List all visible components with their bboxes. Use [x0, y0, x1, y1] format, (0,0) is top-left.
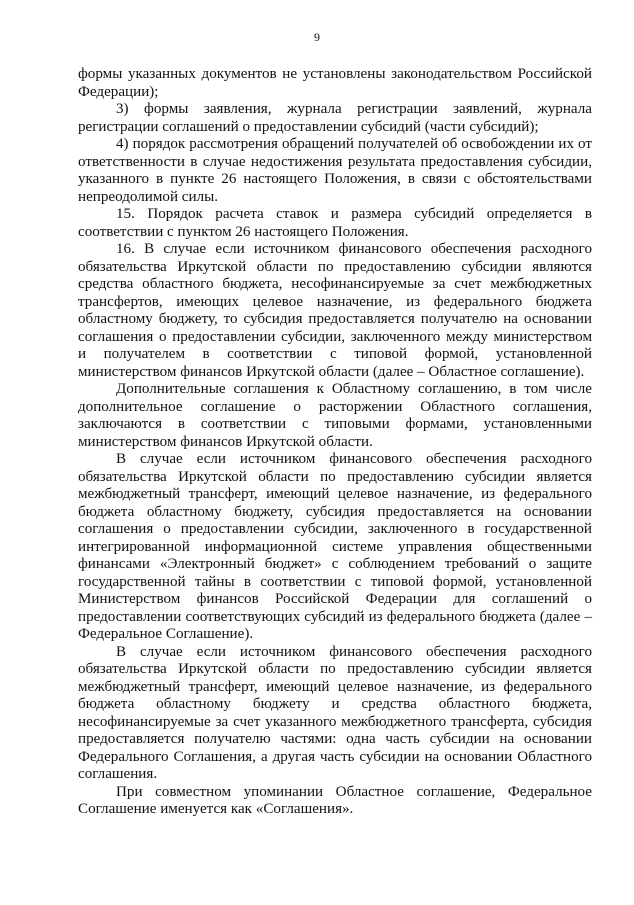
paragraph: При совместном упоминании Областное соглашение, Федеральное Соглашение именуется как «Соглашения». [78, 783, 592, 817]
page-number: 9 [314, 30, 320, 44]
paragraph: 3) формы заявления, журнала регистрации заявлений, журнала регистрации соглашений о предоставлении субсидий (части субсидий); [78, 101, 592, 135]
paragraph: 16. В случае если источником финансового обеспечения расходного обязательства Иркутской области по предоставлению субсидии являются средства областного бюджета, несофинансируемые за счет межбюджетных трансфертов, имеющих целевое назначение, из федерального бюджета областному бюджету, то субсидия предоставляется получателю на основании соглашения о предоставлении субсидии, заключенного между министерством и получателем в соответствии с типовой формой, установленной министерством финансов Иркутской области (далее – Областное соглашение). [78, 241, 592, 380]
paragraph: Дополнительные соглашения к Областному соглашению, в том числе дополнительное соглашение о расторжении Областного соглашения, заключаются в соответствии с типовыми формами, установленными министерством финансов Иркутской области. [78, 381, 592, 450]
paragraph: 15. Порядок расчета ставок и размера субсидий определяется в соответствии с пунктом 26 настоящего Положения. [78, 206, 592, 240]
document-body [78, 66, 592, 819]
paragraph: 4) порядок рассмотрения обращений получателей об освобождении их от ответственности в случае недостижения результата предоставления субсидии, указанного в пункте 26 настоящего Положения, в связи с обстоятельствами непреодолимой силы. [78, 136, 592, 205]
paragraph: В случае если источником финансового обеспечения расходного обязательства Иркутской области по предоставлению субсидии является межбюджетный трансферт, имеющий целевое назначение, из федерального бюджета областному бюджету, субсидия предоставляется на основании соглашения о предоставлении субсидии, заключенного в государственной интегрированной информационной системе управления общественными финансами «Электронный бюджет» с соблюдением требований о защите государственной тайны в соответствии с типовой формой, установленной Министерством финансов Российской Федерации для соглашений о предоставлении соответствующих субсидий из федерального бюджета (далее – Федеральное Соглашение). [78, 451, 592, 642]
paragraph: формы указанных документов не установлены законодательством Российской Федерации); [78, 66, 592, 100]
paragraph: В случае если источником финансового обеспечения расходного обязательства Иркутской области по предоставлению субсидии является межбюджетный трансферт, имеющий целевое назначение, из федерального бюджета областному бюджету и средства областного бюджета, несофинансируемые за счет указанного межбюджетного трансферта, субсидия предоставляется получателю частями: одна часть субсидии на основании Федерального Соглашения, а другая часть субсидии на основании Областного соглашения. [78, 643, 592, 782]
